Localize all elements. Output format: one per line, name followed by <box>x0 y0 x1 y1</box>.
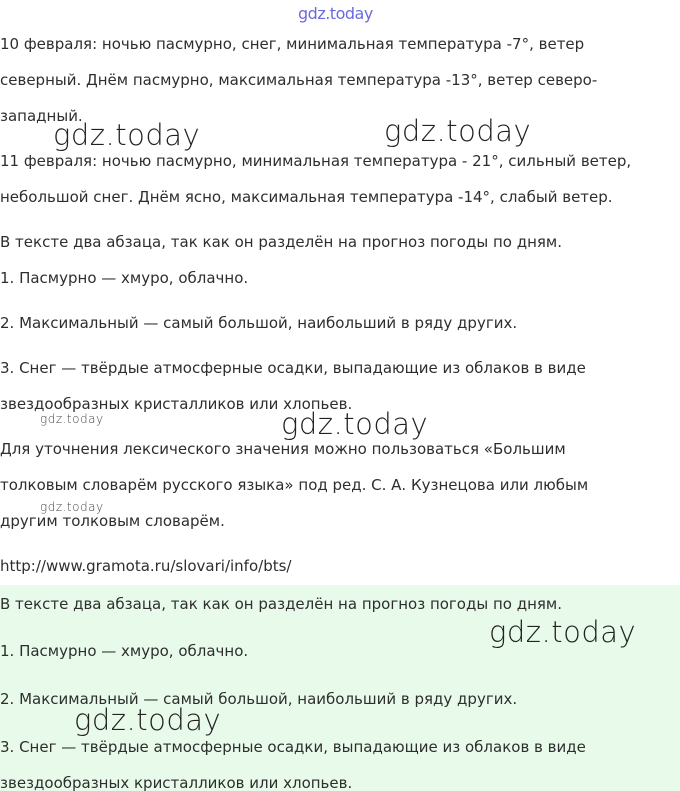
watermark: gdz.today <box>384 114 532 148</box>
answer-paragraph-3: 2. Максимальный — самый большой, наибольший в ряду других. <box>0 690 518 708</box>
feb11-line-2: небольшой снег. Днём ясно, максимальная температура -14°, слабый ветер. <box>0 188 613 206</box>
feb11-line-1: 11 февраля: ночью пасмурно, минимальная температура - 21°, сильный ветер, <box>0 152 632 170</box>
solution-paragraph-5-line-3: другим толковым словарём. <box>0 512 225 530</box>
solution-paragraph-5-line-1: Для уточнения лексического значения можно пользоваться «Большим <box>0 440 566 458</box>
answer-paragraph-1: В тексте два абзаца, так как он разделён на прогноз погоды по дням. <box>0 595 563 613</box>
watermark: gdz.today <box>40 412 104 426</box>
feb10-line-1: 10 февраля: ночью пасмурно, снег, минимальная температура -7°, ветер <box>0 35 585 53</box>
site-watermark-top: gdz.today <box>298 4 373 23</box>
watermark: gdz.today <box>53 118 201 152</box>
feb10-line-3: западный. <box>0 107 83 125</box>
solution-paragraph-4-line-1: 3. Снег — твёрдые атмосферные осадки, выпадающие из облаков в виде <box>0 359 586 377</box>
dictionary-link[interactable]: http://www.gramota.ru/slovari/info/bts/ <box>0 557 292 575</box>
solution-paragraph-3: 2. Максимальный — самый большой, наибольший в ряду других. <box>0 314 518 332</box>
solution-paragraph-5-line-2: толковым словарём русского языка» под ред. С. А. Кузнецова или любым <box>0 476 589 494</box>
answer-paragraph-4-line-2: звездообразных кристалликов или хлопьев. <box>0 774 353 791</box>
watermark: gdz.today <box>489 615 637 649</box>
watermark: gdz.today <box>281 407 429 441</box>
feb10-line-2: северный. Днём пасмурно, максимальная температура -13°, ветер северо- <box>0 71 598 89</box>
solution-paragraph-4-line-2: звездообразных кристалликов или хлопьев. <box>0 395 353 413</box>
watermark: gdz.today <box>40 500 104 514</box>
solution-paragraph-1: В тексте два абзаца, так как он разделён на прогноз погоды по дням. <box>0 233 563 251</box>
answer-paragraph-4-line-1: 3. Снег — твёрдые атмосферные осадки, выпадающие из облаков в виде <box>0 738 586 756</box>
watermark: gdz.today <box>74 703 222 737</box>
answer-paragraph-2: 1. Пасмурно — хмуро, облачно. <box>0 642 249 660</box>
solution-paragraph-2: 1. Пасмурно — хмуро, облачно. <box>0 269 249 287</box>
